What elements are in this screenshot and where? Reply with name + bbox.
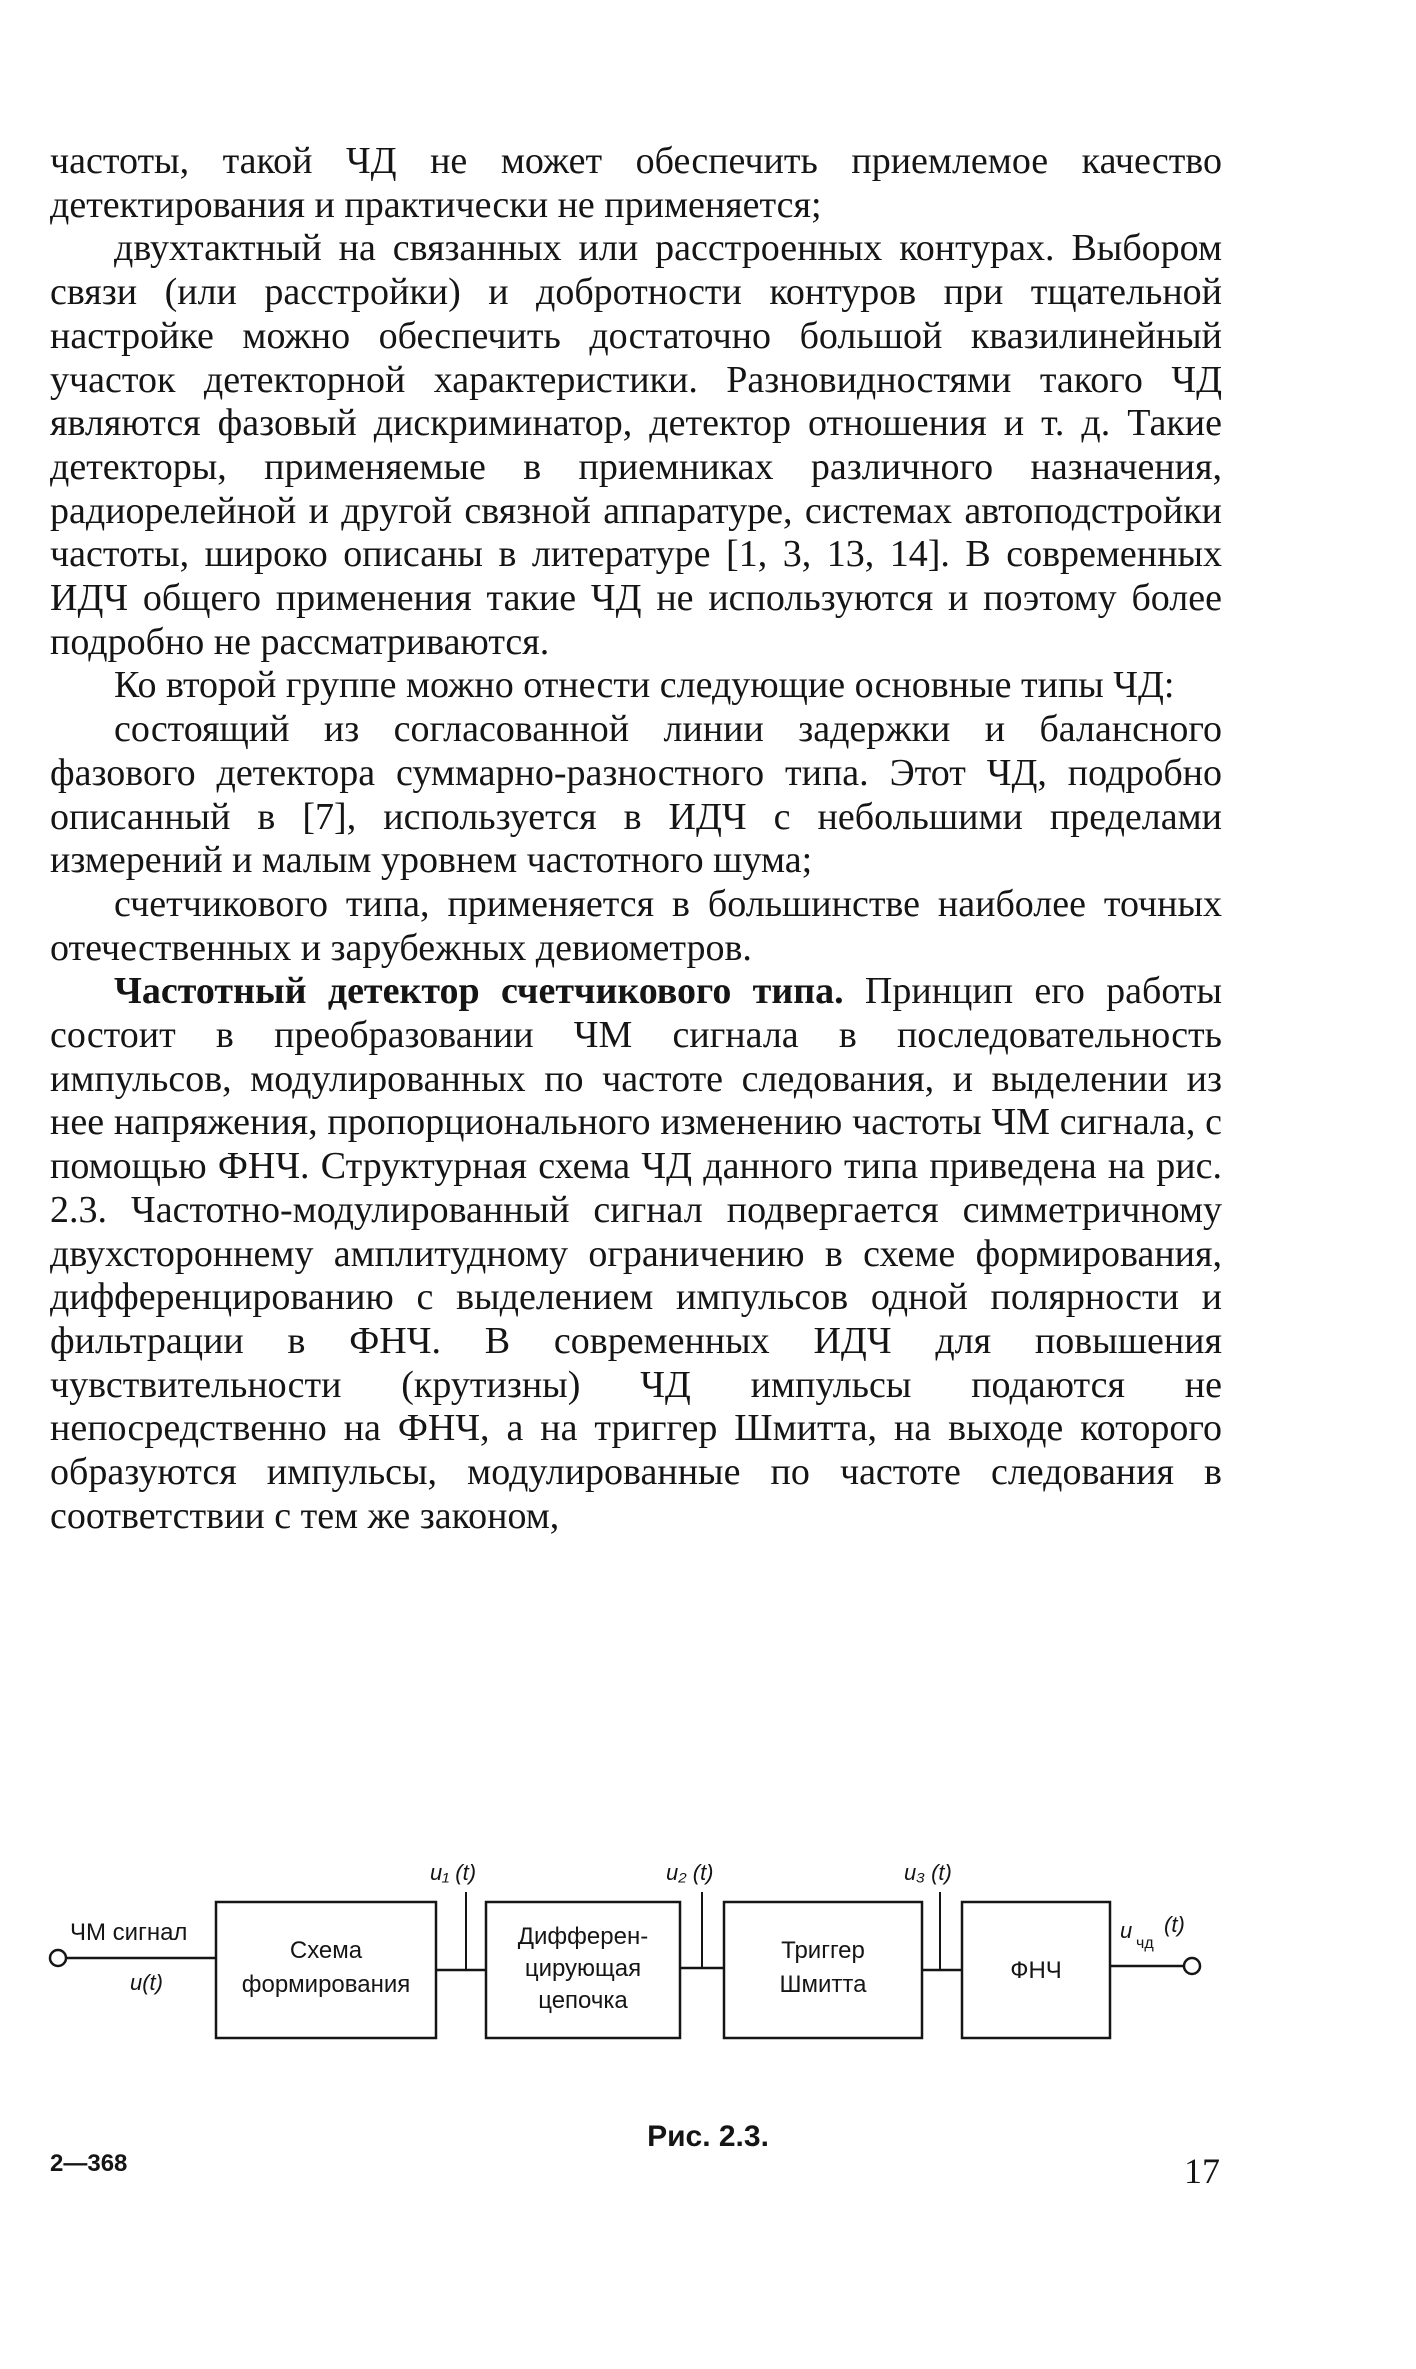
signal-u3: u₃ (t) <box>904 1860 952 1885</box>
figure-caption: Рис. 2.3. <box>647 2120 769 2153</box>
signal-u1: u₁ (t) <box>430 1860 477 1885</box>
block-label: цирующая <box>524 1955 642 1982</box>
block-formation <box>216 1902 436 2038</box>
paragraph: Ко второй группе можно отнести следующие основные типы ЧД: <box>114 664 1175 707</box>
section-text: Принцип его работы состоит в преобразовании ЧМ сигнала в последовательность импульсов, модулированных по частоте следования, и выделении из нее напряжения, пропорционального изменению частоты ЧМ сигнала, с помощью ФНЧ. Структурная схема ЧД данного типа приведена на рис. 2.3. Частотно-модулированный сигнал подвергается симметричному двухстороннему амплитудному ограничению в схеме формирования, дифференцированию с выделением импульсов одной полярности и фильтрации в ФНЧ. В современных ИДЧ для повышения чувствительности (крутизны) ЧД импульсы подаются не непосредственно на ФНЧ, а на триггер Шмитта, на выходе которого образуются импульсы, модулированные по частоте следования в соответствии с тем же законом, <box>50 970 1222 1537</box>
output-terminal <box>1184 1958 1200 1974</box>
paragraph: счетчикового типа, применяется в большинстве наиболее точных отечественных и зарубежных девиометров. <box>50 882 1222 969</box>
block-diagram-svg <box>40 1840 1240 2100</box>
input-var: u(t) <box>130 1970 163 1995</box>
block-label: Схема <box>289 1937 363 1964</box>
block-label: формирования <box>241 1971 411 1998</box>
block-schmitt-trigger <box>724 1902 922 2038</box>
paragraph: двухтактный на связанных или расстроенных контурах. Выбором связи (или расстройки) и добротности контуров при тщательной настройке можно обеспечить достаточно большой квазилинейный участок детекторной характеристики. Разновидностями такого ЧД являются фазовый дискриминатор, детектор отношения и т. д. Такие детекторы, применяемые в приемниках различного назначения, радиорелейной и другой связной аппаратуре, системах автоподстройки частоты, широко описаны в литературе [1, 3, 13, 14]. В современных ИДЧ общего применения такие ЧД не используются и поэтому более подробно не рассматриваются. <box>50 227 1222 663</box>
block-diagram <box>40 1840 1240 2100</box>
page-number: 17 <box>1184 2151 1220 2191</box>
output-sub: чд <box>1136 1935 1154 1952</box>
section-heading: Частотный детектор счетчикового типа. <box>114 970 844 1013</box>
signal-u2: u₂ (t) <box>666 1860 714 1885</box>
printer-signature: 2—368 <box>50 2150 128 2177</box>
output-var: u <box>1120 1918 1133 1943</box>
block-label: Шмитта <box>779 1971 867 1998</box>
paragraph: частоты, такой ЧД не может обеспечить приемлемое качество детектирования и практически не применяется; <box>50 140 1222 226</box>
body-text <box>50 140 1222 1539</box>
block-label: Триггер <box>781 1937 865 1964</box>
block-label: Дифферен- <box>517 1923 649 1950</box>
block-label: цепочка <box>538 1987 628 2014</box>
paragraph: состоящий из согласованной линии задержки и балансного фазового детектора суммарно-разностного типа. Этот ЧД, подробно описанный в [7], используется в ИДЧ с небольшими пределами измерений и малым уровнем частотного шума; <box>50 708 1222 882</box>
output-arg: (t) <box>1164 1912 1185 1937</box>
section-paragraph <box>50 970 1222 1538</box>
block-label: ФНЧ <box>1010 1957 1062 1984</box>
input-terminal <box>50 1950 66 1966</box>
input-label: ЧМ сигнал <box>70 1919 188 1946</box>
